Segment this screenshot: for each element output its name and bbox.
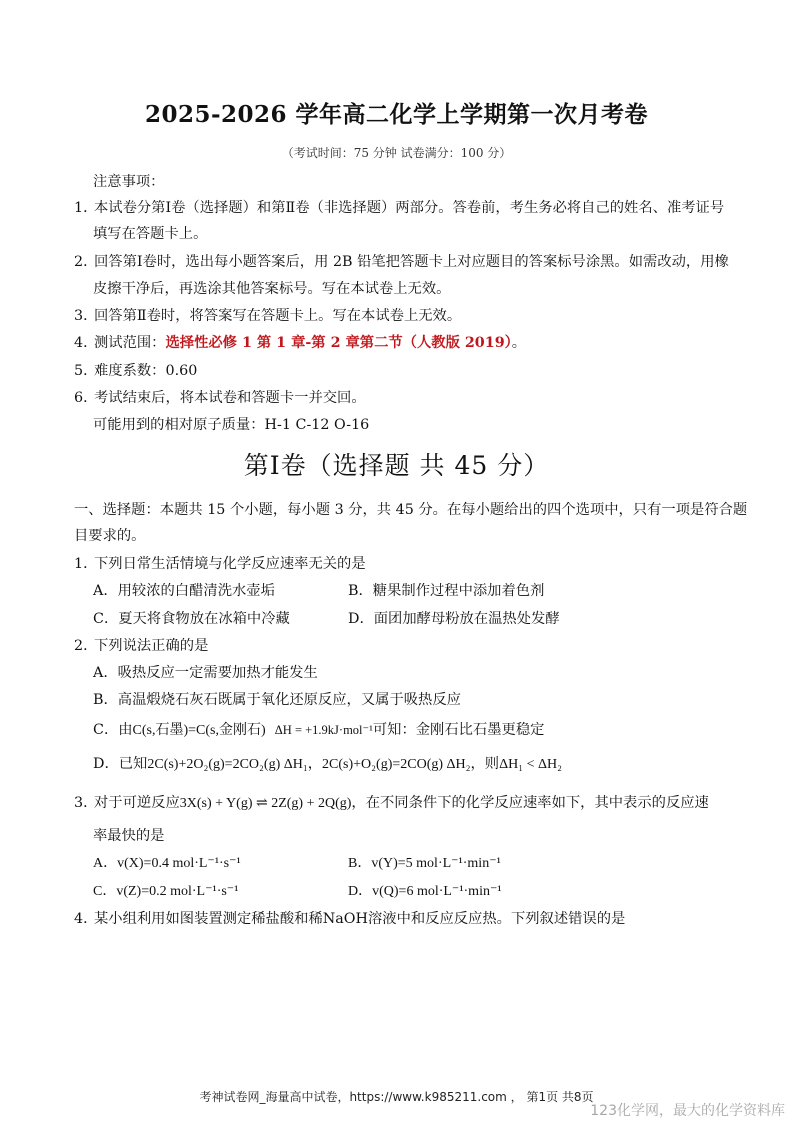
q2-option-d: D．已知2C(s)+2O₂(g)=2CO₂(g) ΔH₁，2C(s)+O₂(g)=2CO(g) ΔH₂，则ΔH₁ < ΔH₂ <box>93 756 562 772</box>
equation: 3X(s) + Y(g) ⇌ 2Z(g) + 2Q(g) <box>179 796 352 811</box>
page-title: 2025-2026 学年高二化学上学期第一次月考卷 <box>144 101 649 128</box>
q1-option-a: A．用较浓的白醋清洗水壶垢 <box>93 583 275 599</box>
question-4: 4．某小组利用如图装置测定稀盐酸和稀NaOH溶液中和反应反应热。下列叙述错误的是 <box>74 911 626 927</box>
note-number: 4． <box>74 335 98 351</box>
question-number: 4． <box>74 911 98 927</box>
q1-option-b: B．糖果制作过程中添加着色剂 <box>348 583 545 599</box>
note-number: 5． <box>74 363 98 379</box>
equation: 2C(s)+2O₂(g)=2CO₂(g) ΔH₁ <box>147 757 308 772</box>
q3-option-d: D．v(Q)=6 mol·L⁻¹·min⁻¹ <box>348 884 502 899</box>
note-number: 1． <box>74 200 98 216</box>
enthalpy-relation: ΔH₁ < ΔH₂ <box>499 757 562 772</box>
note-5: 5．难度系数：0.60 <box>74 363 198 379</box>
atomic-masses: 可能用到的相对原子质量：H-1 C-12 O-16 <box>93 417 370 433</box>
question-3: 3．对于可逆反应3X(s) + Y(g) ⇌ 2Z(g) + 2Q(g)，在不同条件下的化学反应速率如下，其中表示的反应速 <box>74 795 709 811</box>
q1-option-c: C．夏天将食物放在冰箱中冷藏 <box>93 611 290 627</box>
note-number: 3． <box>74 308 98 324</box>
q2-option-a: A．吸热反应一定需要加热才能发生 <box>93 665 318 681</box>
note-number: 2． <box>74 254 98 270</box>
note-1: 1．本试卷分第Ⅰ卷（选择题）和第Ⅱ卷（非选择题）两部分。答卷前，考生务必将自己的姓名、准考证号 <box>74 200 725 216</box>
q3-option-a: A．v(X)=0.4 mol·L⁻¹·s⁻¹ <box>93 856 241 871</box>
q2-option-c: C．由C(s,石墨)=C(s,金刚石) ΔH = +1.9kJ·mol⁻¹可知：金刚石比石墨更稳定 <box>93 722 545 738</box>
question-2: 2．下列说法正确的是 <box>74 638 209 654</box>
note-2: 2．回答第Ⅰ卷时，选出每小题答案后，用 2B 铅笔把答题卡上对应题目的答案标号涂黑。如需改动，用橡 <box>74 254 729 270</box>
equation: 2C(s)+O₂(g)=2CO(g) ΔH₂ <box>322 757 471 772</box>
watermark: 123化学网，最大的化学资料库 <box>590 1103 785 1119</box>
note-2-cont: 皮擦干净后，再选涂其他答案标号。写在本试卷上无效。 <box>93 281 451 297</box>
section-title: 第Ⅰ卷（选择题 共 45 分） <box>243 451 550 480</box>
equation: C(s,石墨)=C(s,金刚石) <box>132 723 266 738</box>
section-intro: 一、选择题：本题共 15 个小题，每小题 3 分，共 45 分。在每小题给出的四个选项中，只有一项是符合题 <box>74 502 748 518</box>
note-3: 3．回答第Ⅱ卷时，将答案写在答题卡上。写在本试卷上无效。 <box>74 308 462 324</box>
note-6: 6．考试结束后，将本试卷和答题卡一并交回。 <box>74 390 366 406</box>
question-1: 1．下列日常生活情境与化学反应速率无关的是 <box>74 556 366 572</box>
q2-option-b: B．高温煅烧石灰石既属于氧化还原反应，又属于吸热反应 <box>93 692 461 708</box>
question-number: 3． <box>74 795 98 811</box>
note-1-cont: 填写在答题卡上。 <box>93 226 208 242</box>
question-3-cont: 率最快的是 <box>93 828 165 844</box>
section-intro-cont: 目要求的。 <box>74 528 146 544</box>
exam-meta: （考试时间：75 分钟 试卷满分：100 分） <box>281 146 512 160</box>
note-number: 6． <box>74 390 98 406</box>
notes-heading: 注意事项： <box>93 174 165 190</box>
enthalpy-change: ΔH = +1.9kJ·mol⁻¹ <box>274 723 373 737</box>
test-scope: 选择性必修 1 第 1 章-第 2 章第二节（人教版 2019） <box>165 335 512 351</box>
question-number: 1． <box>74 556 98 572</box>
q1-option-d: D．面团加酵母粉放在温热处发酵 <box>348 611 560 627</box>
question-number: 2． <box>74 638 98 654</box>
page-footer: 考神试卷网_海量高中试卷，https://www.k985211.com ， 第1页 共8页 <box>199 1090 594 1104</box>
q3-option-b: B．v(Y)=5 mol·L⁻¹·min⁻¹ <box>348 856 501 871</box>
note-4: 4．测试范围：选择性必修 1 第 1 章-第 2 章第二节（人教版 2019）。 <box>74 335 527 351</box>
q3-option-c: C．v(Z)=0.2 mol·L⁻¹·s⁻¹ <box>93 884 239 899</box>
